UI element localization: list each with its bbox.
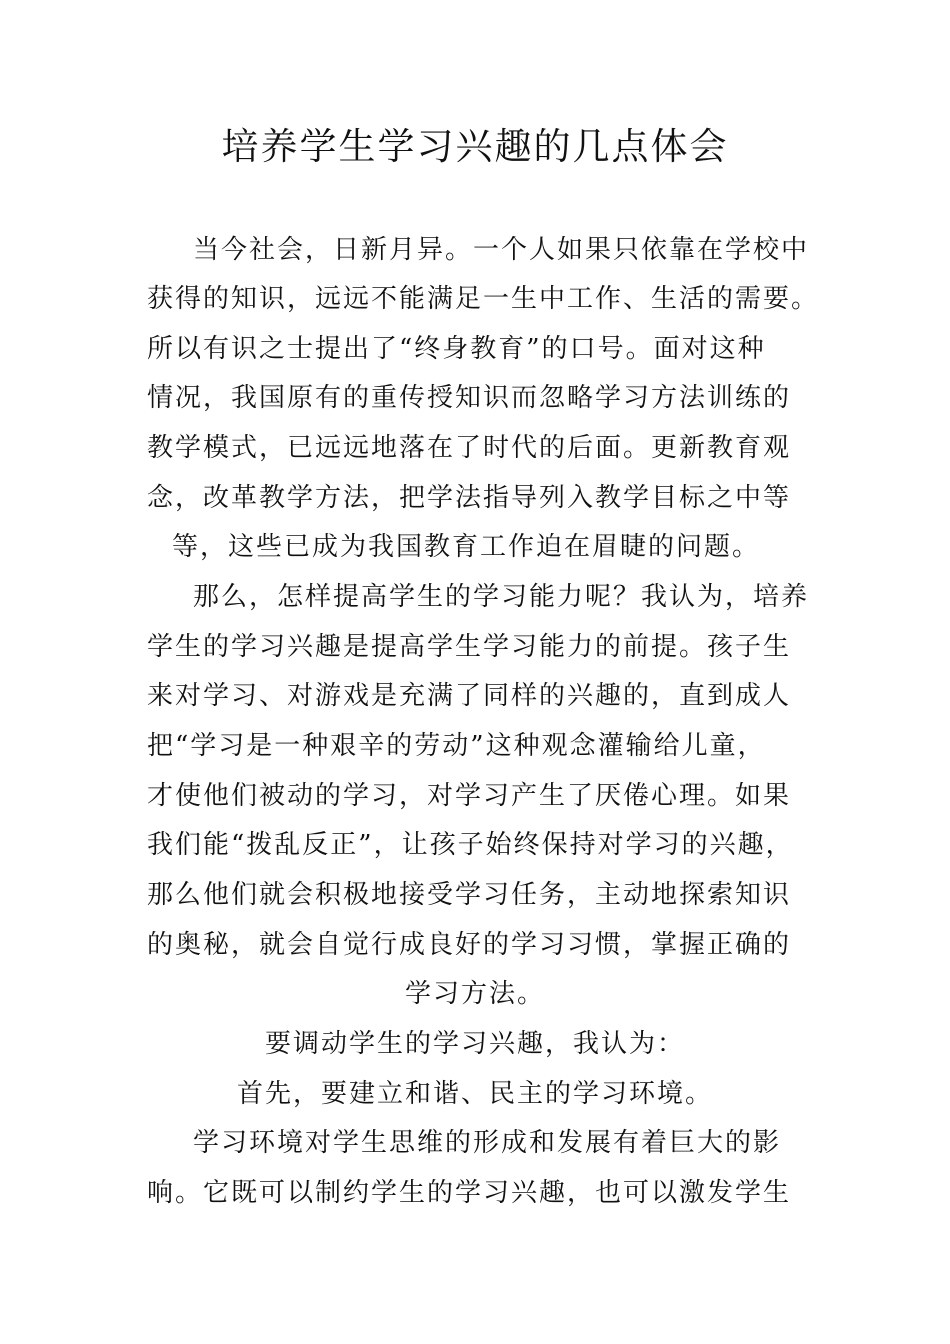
document-title: 培养学生学习兴趣的几点体会: [221, 125, 729, 168]
paragraph-line: 那么，怎样提高学生的学习能力呢？我认为，培养: [193, 582, 810, 612]
paragraph-line: 当今社会，日新月异。一个人如果只依靠在学校中: [193, 235, 810, 265]
paragraph-line: 响。它既可以制约学生的学习兴趣，也可以激发学生: [147, 1178, 792, 1208]
paragraph-line: 等，这些已成为我国教育工作迫在眉睫的问题。: [172, 532, 761, 562]
paragraph-line: 把“学习是一种艰辛的劳动”这种观念灌输给儿童，: [147, 731, 766, 761]
paragraph-line: 才使他们被动的学习，对学习产生了厌倦心理。如果: [147, 781, 792, 811]
paragraph-line: 我们能“拨乱反正”，让孩子始终保持对学习的兴趣，: [147, 830, 794, 860]
paragraph-line: 来对学习、对游戏是充满了同样的兴趣的，直到成人: [147, 681, 792, 711]
paragraph-line: 学习方法。: [404, 979, 545, 1009]
paragraph-line: 要调动学生的学习兴趣，我认为：: [264, 1029, 685, 1059]
paragraph-line: 所以有识之士提出了“终身教育”的口号。面对这种: [147, 334, 766, 364]
paragraph-line: 念，改革教学方法，把学法指导列入教学目标之中等: [147, 483, 792, 513]
paragraph-line: 的奥秘，就会自觉行成良好的学习习惯，掌握正确的: [147, 930, 792, 960]
paragraph-line: 学生的学习兴趣是提高学生学习能力的前提。孩子生: [147, 632, 792, 662]
paragraph-line: 情况，我国原有的重传授知识而忽略学习方法训练的: [147, 383, 792, 413]
paragraph-line: 获得的知识，远远不能满足一生中工作、生活的需要。: [147, 284, 820, 314]
paragraph-line: 那么他们就会积极地接受学习任务，主动地探索知识: [147, 880, 792, 910]
paragraph-line: 教学模式，已远远地落在了时代的后面。更新教育观: [147, 433, 792, 463]
section-heading: 首先，要建立和谐、民主的学习环境。: [236, 1079, 713, 1109]
paragraph-line: 学习环境对学生思维的形成和发展有着巨大的影: [193, 1128, 782, 1158]
